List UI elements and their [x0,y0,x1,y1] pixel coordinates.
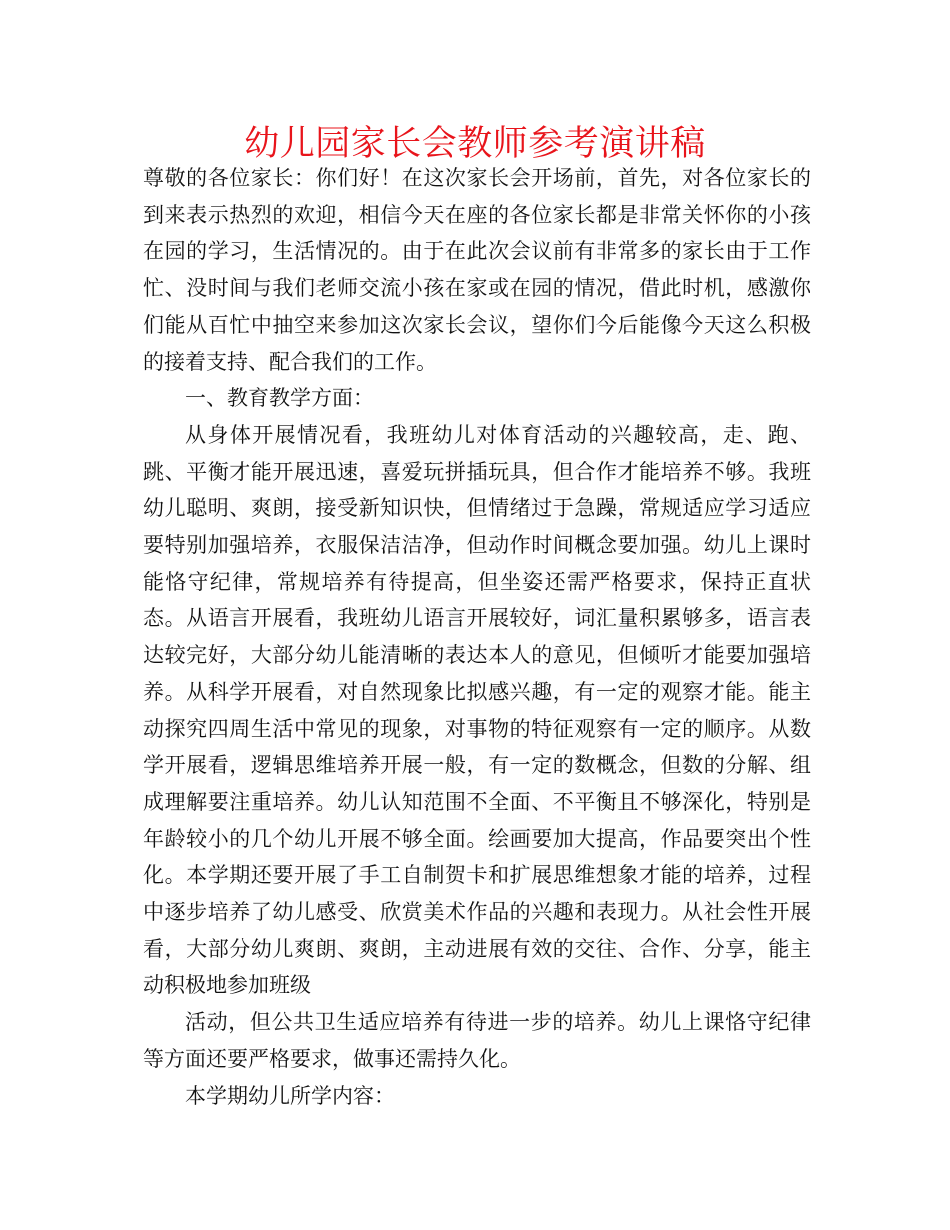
document-title: 幼儿园家长会教师参考演讲稿 [244,124,706,164]
section-heading-education: 一、教育教学方面： [185,386,374,411]
paragraph-greeting: 尊敬的各位家长：你们好！在这次家长会开场前，首先，对各位家长的到来表示热烈的欢迎，相信今天在座的各位家长都是非常关怀你的小孩在园的学习，生活情况的。由于在此次会议前有非常多的家长由于工作忙、没时间与我们老师交流小孩在家或在园的情况，借此时机，感激你们能从百忙中抽空来参加这次家长会议，望你们今后能像今天这么积极的接着支持、配合我们的工作。 [143,166,811,374]
paragraph-activities: 活动，但公共卫生适应培养有待进一步的培养。幼儿上课恪守纪律等方面还要严格要求，做事还需持久化。 [143,1010,811,1071]
paragraph-development: 从身体开展情况看，我班幼儿对体育活动的兴趣较高，走、跑、跳、平衡才能开展迅速，喜爱玩拼插玩具，但合作才能培养不够。我班幼儿聪明、爽朗，接受新知识快，但情绪过于急躁，常规适应学习适应要特别加强培养，衣服保洁洁净，但动作时间概念要加强。幼儿上课时能恪守纪律，常规培养有待提高，但坐姿还需严格要求，保持正直状态。从语言开展看，我班幼儿语言开展较好，词汇量积累够多，语言表达较完好，大部分幼儿能清晰的表达本人的意见，但倾听才能要加强培养。从科学开展看，对自然现象比拟感兴趣，有一定的观察才能。能主动探究四周生活中常见的现象，对事物的特征观察有一定的顺序。从数学开展看，逻辑思维培养开展一般，有一定的数概念，但数的分解、组成理解要注重培养。幼儿认知范围不全面、不平衡且不够深化，特别是年龄较小的几个幼儿开展不够全面。绘画要加大提高，作品要突出个性化。本学期还要开展了手工自制贺卡和扩展思维想象才能的培养，过程中逐步培养了幼儿感受、欣赏美术作品的兴趣和表现力。从社会性开展看，大部分幼儿爽朗、爽朗，主动进展有效的交往、合作、分享，能主动积极地参加班级 [143,422,811,998]
document-body [143,160,811,1114]
paragraph-semester-content: 本学期幼儿所学内容： [185,1083,395,1108]
